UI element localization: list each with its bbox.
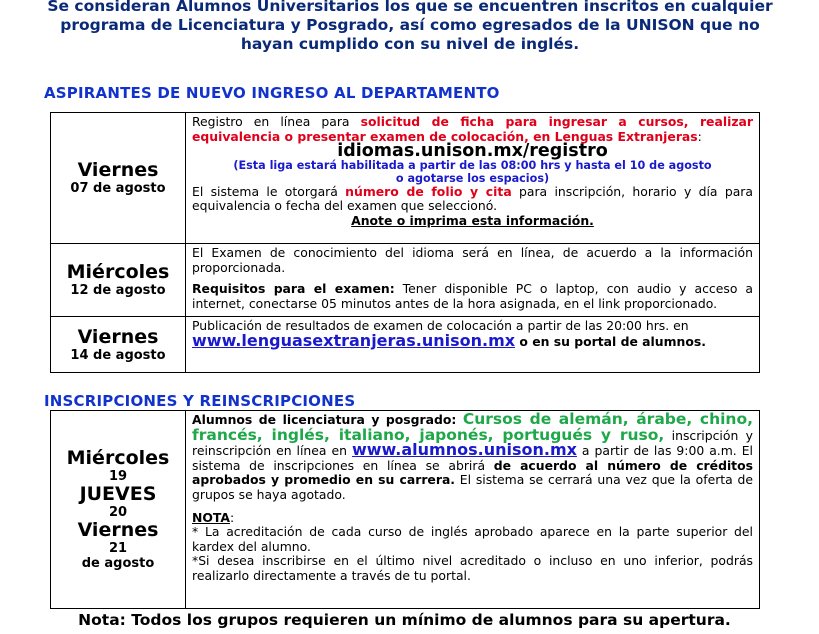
info-cell <box>186 411 760 609</box>
inscripciones-table <box>50 410 760 609</box>
note-save-info: Anote o imprima esta información. <box>351 212 594 228</box>
intro-text <box>40 0 780 54</box>
table-row <box>51 411 760 609</box>
intro-line-1: Se consideran Alumnos Universitarios los que se encuentren inscritos en cualquier <box>47 0 773 15</box>
intro-line-2: programa de Licenciatura y Posgrado, así como egresados de la UNISON que no <box>60 16 760 34</box>
results-text: Publicación de resultados de examen de colocación a partir de las 20:00 hrs. en <box>192 318 689 333</box>
highlight-red: número de folio y cita <box>345 183 512 199</box>
date-label: de agosto <box>81 556 155 571</box>
date-label: 19 <box>108 469 128 484</box>
day-label: Miércoles <box>66 447 170 469</box>
aspirantes-table <box>50 112 760 373</box>
note-line: (Esta liga estará habilitada a partir de las 08:00 hrs y hasta el 10 de agosto <box>233 158 712 172</box>
text-span: Tener disponible PC o laptop, con audio y acceso a internet, conectarse 05 minutos antes de la hora asignada, en el link proporcionado. <box>192 281 753 311</box>
note-line: o agotarse los espacios) <box>395 171 550 185</box>
text-span: El sistema se cerrará una vez que la oferta de grupos se haya agotado. <box>192 472 753 502</box>
section-title-aspirantes: ASPIRANTES DE NUEVO INGRESO AL DEPARTAMENTO <box>44 84 500 102</box>
table-row <box>51 317 760 373</box>
lenguas-link[interactable]: www.lenguasextranjeras.unison.mx <box>192 330 516 350</box>
footer-note: Nota: Todos los grupos requieren un mínimo de alumnos para su apertura. <box>78 611 731 629</box>
info-text <box>186 244 759 311</box>
day-cell <box>51 244 186 317</box>
registration-url[interactable]: idiomas.unison.mx/registro <box>337 141 608 162</box>
requirements-text <box>192 282 753 311</box>
text-span: inscripción y reinscripción en línea en <box>192 427 753 459</box>
section-title-inscripciones: INSCRIPCIONES Y REINSCRIPCIONES <box>44 392 356 410</box>
bold-span: Alumnos de licenciatura y posgrado: <box>192 412 463 427</box>
day-label: Miércoles <box>66 261 170 283</box>
date-label: 12 de agosto <box>70 283 166 298</box>
alumnos-link[interactable]: www.alumnos.unison.mx <box>351 440 577 460</box>
info-cell <box>186 113 760 244</box>
highlight-red: solicitud de ficha para ingresar a cursos, realizar equivalencia o presentar examen de colocación, en Lenguas Extranjeras <box>192 114 753 144</box>
info-cell <box>186 317 760 373</box>
day-label: Viernes <box>77 519 159 541</box>
day-cell <box>51 113 186 244</box>
day-label: Viernes <box>77 159 159 181</box>
enrollment-text <box>192 412 753 503</box>
text-span: : <box>697 128 702 144</box>
nota-heading <box>192 511 753 526</box>
text-span: para inscripción, horario y día para equivalencia o fecha del examen que seleccionó. <box>192 183 753 214</box>
date-label: 14 de agosto <box>70 347 166 363</box>
date-label: 07 de agosto <box>70 181 166 196</box>
info-text <box>186 411 759 584</box>
day-cell <box>51 317 186 373</box>
text-span: : <box>229 509 235 525</box>
info-text <box>186 113 759 229</box>
day-cell <box>51 411 186 609</box>
text-span: El sistema le otorgará <box>192 183 346 199</box>
system-text <box>192 185 753 214</box>
intro-line-3: hayan cumplido con su nivel de inglés. <box>240 35 580 53</box>
date-label: 21 <box>108 541 128 556</box>
table-row <box>51 113 760 244</box>
table-row <box>51 244 760 317</box>
day-label: JUEVES <box>79 483 157 505</box>
text-span: a partir de las 9:00 a.m. El sistema de inscripciones en línea se abrirá <box>192 443 754 473</box>
bold-span: de acuerdo al número de créditos aprobados y promedio en su carrera. <box>192 457 753 488</box>
date-label: 20 <box>108 505 128 520</box>
bold-span: o en su portal de alumnos. <box>515 333 706 349</box>
nota-label: NOTA <box>192 509 230 525</box>
bold-span: Requisitos para el examen: <box>192 281 395 297</box>
text-span: Registro en línea para <box>192 114 361 129</box>
info-text <box>186 317 759 349</box>
link-note <box>192 159 753 185</box>
languages-list: Cursos de alemán, árabe, chino, francés, inglés, italiano, japonés, portugués y ruso, <box>192 410 753 444</box>
info-cell <box>186 244 760 317</box>
exam-text: El Examen de conocimiento del idioma será en línea, de acuerdo a la información proporcionada. <box>192 245 753 275</box>
nota-item: * La acreditación de cada curso de inglés aprobado aparece en la parte superior del kardex del alumno. <box>192 524 753 554</box>
day-label: Viernes <box>77 325 159 348</box>
nota-item: *Si desea inscribirse en el último nivel acreditado o incluso en uno inferior, podrás realizarlo directamente a través de tu portal. <box>192 553 753 583</box>
